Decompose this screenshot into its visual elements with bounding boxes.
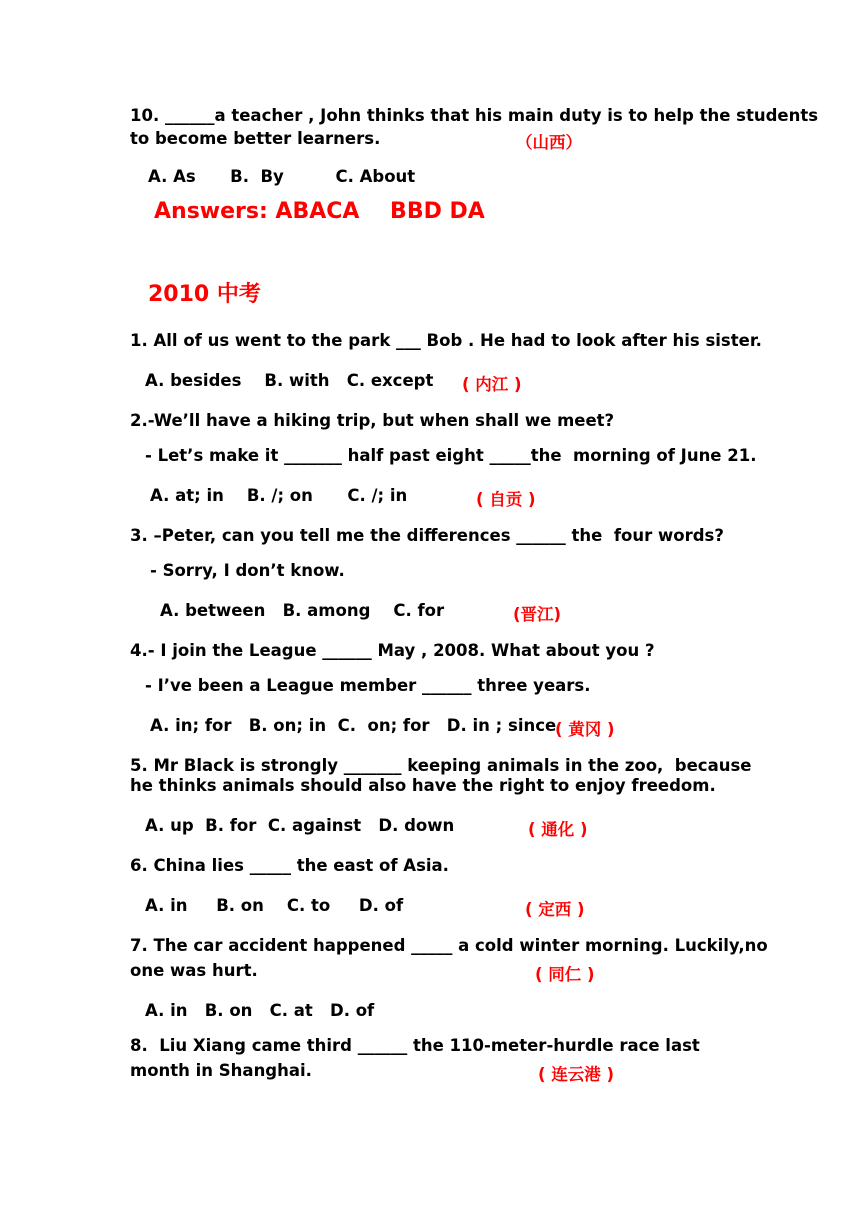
text-line-5: 2010 中考 <box>148 282 261 307</box>
source-label: ( 自贡 ) <box>476 490 536 509</box>
text-line-3: A. As B. By C. About <box>148 167 416 186</box>
source-label: ( 内江 ) <box>462 375 522 394</box>
source-label: ( 连云港 ) <box>538 1065 615 1084</box>
text-line-7: A. besides B. with C. except <box>145 371 434 390</box>
text-line-21: A. in B. on C. to D. of <box>145 896 404 915</box>
source-label: (晋江) <box>513 605 562 624</box>
text-line-19: A. up B. for C. against D. down <box>145 816 455 835</box>
text-line-4: Answers: ABACA BBD DA <box>154 199 485 224</box>
text-line-10: A. at; in B. /; on C. /; in <box>150 486 408 505</box>
text-line-16: A. in; for B. on; in C. on; for D. in ; since <box>150 716 557 735</box>
text-line-20: 6. China lies _____ the east of Asia. <box>130 856 449 875</box>
text-line-1: 10. ______a teacher , John thinks that his main duty is to help the students <box>130 106 819 125</box>
source-label: ( 通化 ) <box>528 820 588 839</box>
text-line-23: one was hurt. <box>130 961 258 980</box>
text-line-13: A. between B. among C. for <box>160 601 445 620</box>
text-line-22: 7. The car accident happened _____ a cold winter morning. Luckily,no <box>130 936 768 955</box>
text-line-2: to become better learners. <box>130 129 381 148</box>
text-line-18: he thinks animals should also have the right to enjoy freedom. <box>130 776 716 795</box>
source-label: ( 同仁 ) <box>535 965 595 984</box>
text-line-26: month in Shanghai. <box>130 1061 312 1080</box>
text-line-9: - Let’s make it _______ half past eight _____the morning of June 21. <box>145 446 757 465</box>
source-label: ( 黄冈 ) <box>555 720 615 739</box>
text-line-24: A. in B. on C. at D. of <box>145 1001 375 1020</box>
text-line-15: - I’ve been a League member ______ three years. <box>145 676 591 695</box>
text-line-11: 3. –Peter, can you tell me the differences ______ the four words? <box>130 526 724 545</box>
source-label: （山西） <box>516 133 582 152</box>
text-line-14: 4.- I join the League ______ May , 2008. What about you ? <box>130 641 655 660</box>
text-line-12: - Sorry, I don’t know. <box>150 561 345 580</box>
text-line-6: 1. All of us went to the park ___ Bob . He had to look after his sister. <box>130 331 762 350</box>
text-line-25: 8. Liu Xiang came third ______ the 110-meter-hurdle race last <box>130 1036 700 1055</box>
text-line-17: 5. Mr Black is strongly _______ keeping animals in the zoo, because <box>130 756 752 775</box>
source-label: ( 定西 ) <box>525 900 585 919</box>
text-line-8: 2.-We’ll have a hiking trip, but when shall we meet? <box>130 411 615 430</box>
